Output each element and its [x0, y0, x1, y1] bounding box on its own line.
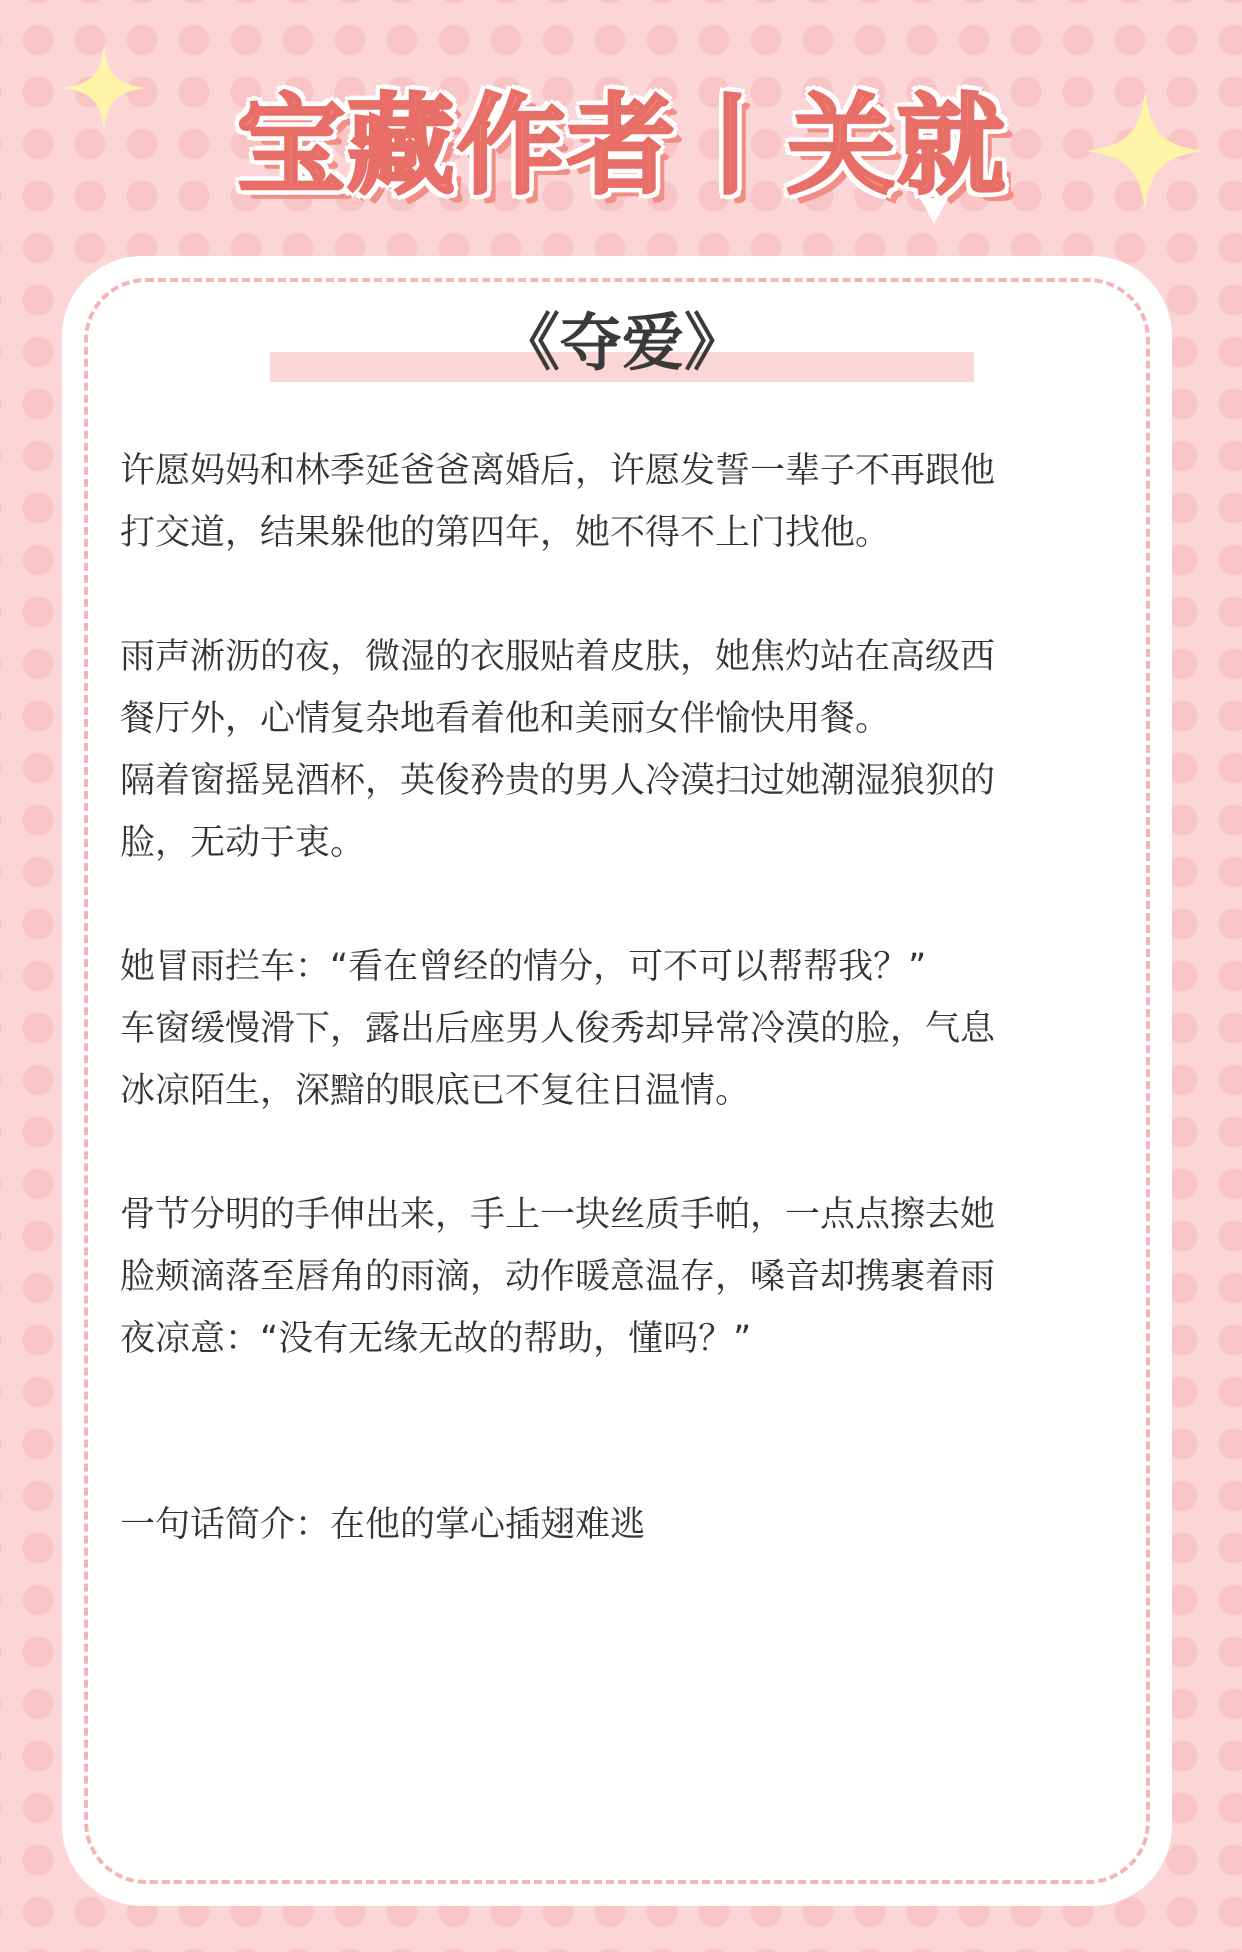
paragraph-3 [120, 750, 1120, 874]
star-icon [1080, 86, 1210, 216]
text-line: 骨节分明的手伸出来，手上一块丝质手帕，一点点擦去她 [120, 1195, 996, 1235]
star-icon [58, 42, 150, 134]
paragraph-5 [120, 998, 1120, 1122]
text-line: 打交道，结果躲他的第四年，她不得不上门找他。 [120, 513, 891, 553]
book-title: 《夺爱》 [497, 306, 746, 379]
paragraph-4 [120, 936, 1120, 998]
text-line: 夜凉意：“没有无缘无故的帮助，懂吗？” [120, 1319, 752, 1359]
header-title-badge [237, 68, 1008, 209]
header [0, 56, 1242, 226]
text-line: 隔着窗摇晃酒杯，英俊矜贵的男人冷漠扫过她潮湿狼狈的 [120, 761, 996, 801]
text-line: 冰凉陌生，深黯的眼底已不复往日温情。 [120, 1071, 751, 1111]
paragraph-2 [120, 626, 1120, 750]
paragraph-1 [120, 440, 1120, 564]
text-line: 她冒雨拦车：“看在曾经的情分，可不可以帮帮我？” [120, 947, 927, 987]
synopsis [120, 440, 1120, 1556]
summary-text: 一句话简介：在他的掌心插翅难逃 [120, 1505, 646, 1545]
text-line: 许愿妈妈和林季延爸爸离婚后，许愿发誓一辈子不再跟他 [120, 451, 996, 491]
text-line: 车窗缓慢滑下，露出后座男人俊秀却异常冷漠的脸，气息 [120, 1009, 996, 1049]
text-line: 餐厅外，心情复杂地看着他和美丽女伴愉快用餐。 [120, 699, 891, 739]
one-line-summary [120, 1494, 1120, 1556]
speech-bubble-tail [920, 198, 948, 224]
text-line: 雨声淅沥的夜，微湿的衣服贴着皮肤，她焦灼站在高级西 [120, 637, 996, 677]
content-card [62, 256, 1172, 1906]
text-line: 脸颊滴落至唇角的雨滴，动作暖意温存，嗓音却携裹着雨 [120, 1257, 996, 1297]
text-line: 脸，无动于衷。 [120, 823, 366, 863]
page-title: 宝藏作者丨关就 [237, 83, 1008, 209]
paragraph-6 [120, 1184, 1120, 1370]
